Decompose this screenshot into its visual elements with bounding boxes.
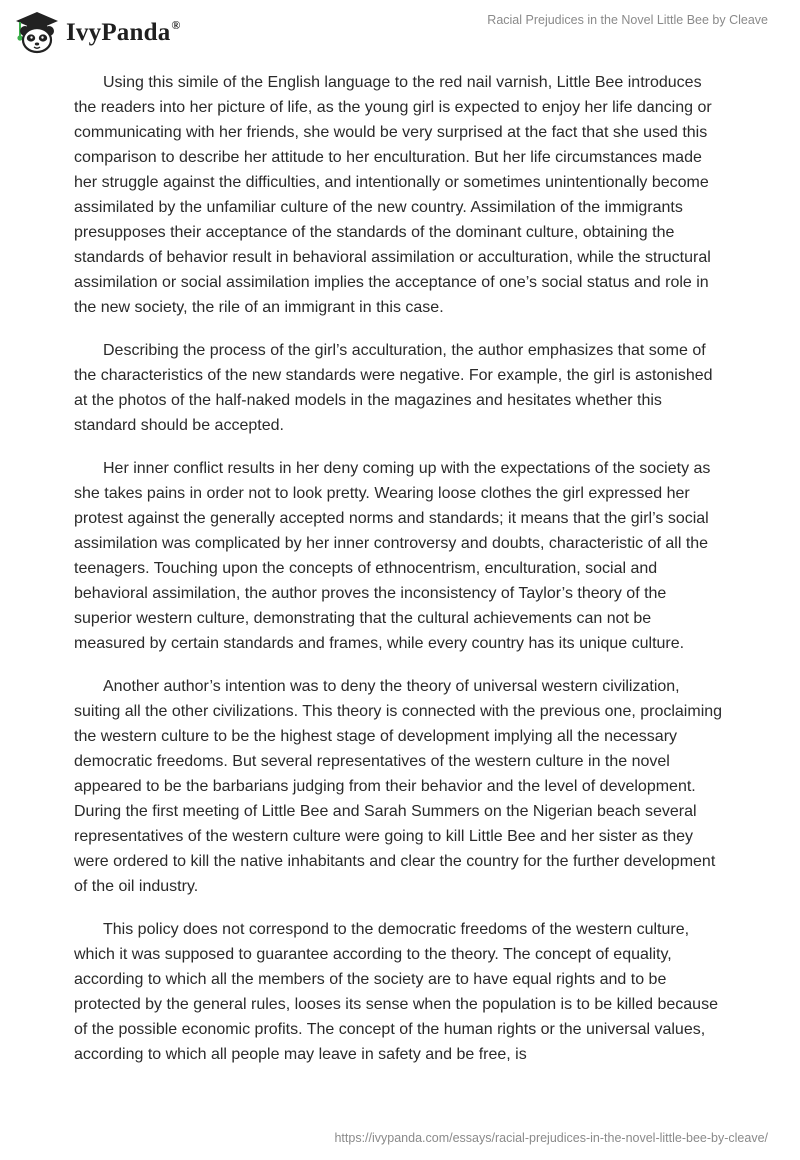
essay-body	[74, 70, 726, 1085]
paragraph-4: Another author’s intention was to deny the theory of universal western civilization, suiting all the other civilizations. This theory is connected with the previous one, proclaiming the western culture to be the highest stage of development implying all the necessary democratic freedoms. But several representatives of the western culture in the novel appeared to be the barbarians judging from their behavior and the level of development. During the first meeting of Little Bee and Sarah Summers on the Nigerian beach several representatives of the western culture were going to kill Little Bee and her sister as they were ordered to kill the native inhabitants and clear the country for the further development of the oil industry.	[74, 678, 723, 895]
page-header	[0, 0, 800, 60]
paragraph-5: This policy does not correspond to the democratic freedoms of the western culture, which it was supposed to guarantee according to the theory. The concept of equality, according to which all the members of the society are to have equal rights and to be protected by the general rules, looses its sense when the population is to be killed because of the possible economic profits. The concept of the human rights or the universal values, according to which all people may leave in safety and be free, is	[74, 921, 718, 1063]
logo-text: IvyPanda	[66, 18, 171, 46]
registered-mark: ®	[171, 17, 181, 32]
paragraph-1: Using this simile of the English language to the red nail varnish, Little Bee introduces the readers into her picture of life, as the young girl is expected to enjoy her life dancing or communicating with her friends, she would be very surprised at the fact that she used this comparison to describe her attitude to her enculturation. But her life circumstances made her struggle against the difficulties, and intentionally or sometimes unintentionally become assimilated by the unfamiliar culture of the new country. Assimilation of the immigrants presupposes their acceptance of the standards of the dominant culture, obtaining the standards of behavior result in behavioral assimilation or acculturation, while the structural assimilation or social assimilation implies the acceptance of one’s social status and role in the new society, the rile of an immigrant in this case.	[74, 74, 712, 316]
ivypanda-logo[interactable]	[14, 8, 181, 56]
document-title: Racial Prejudices in the Novel Little Bee by Cleave	[487, 13, 768, 27]
logo-wordmark	[66, 18, 181, 47]
paragraph-2: Describing the process of the girl’s acculturation, the author emphasizes that some of the characteristics of the new standards were negative. For example, the girl is astonished at the photos of the half-naked models in the magazines and hesitates whether this standard should be accepted.	[74, 342, 713, 434]
panda-graduation-cap-icon	[14, 10, 60, 54]
paragraph-3: Her inner conflict results in her deny coming up with the expectations of the society as she takes pains in order not to look pretty. Wearing loose clothes the girl expressed her protest against the generally accepted norms and standards; it means that the girl’s social assimilation was complicated by her inner controversy and doubts, characteristic of all the teenagers. Touching upon the concepts of ethnocentrism, enculturation, social and behavioral assimilation, the author proves the inconsistency of Taylor’s theory of the superior western culture, demonstrating that the cultural achievements can not be measured by certain standards and frames, while every country has its unique culture.	[74, 460, 711, 652]
source-url-link[interactable]: https://ivypanda.com/essays/racial-prejudices-in-the-novel-little-bee-by-cleave/	[334, 1131, 768, 1145]
